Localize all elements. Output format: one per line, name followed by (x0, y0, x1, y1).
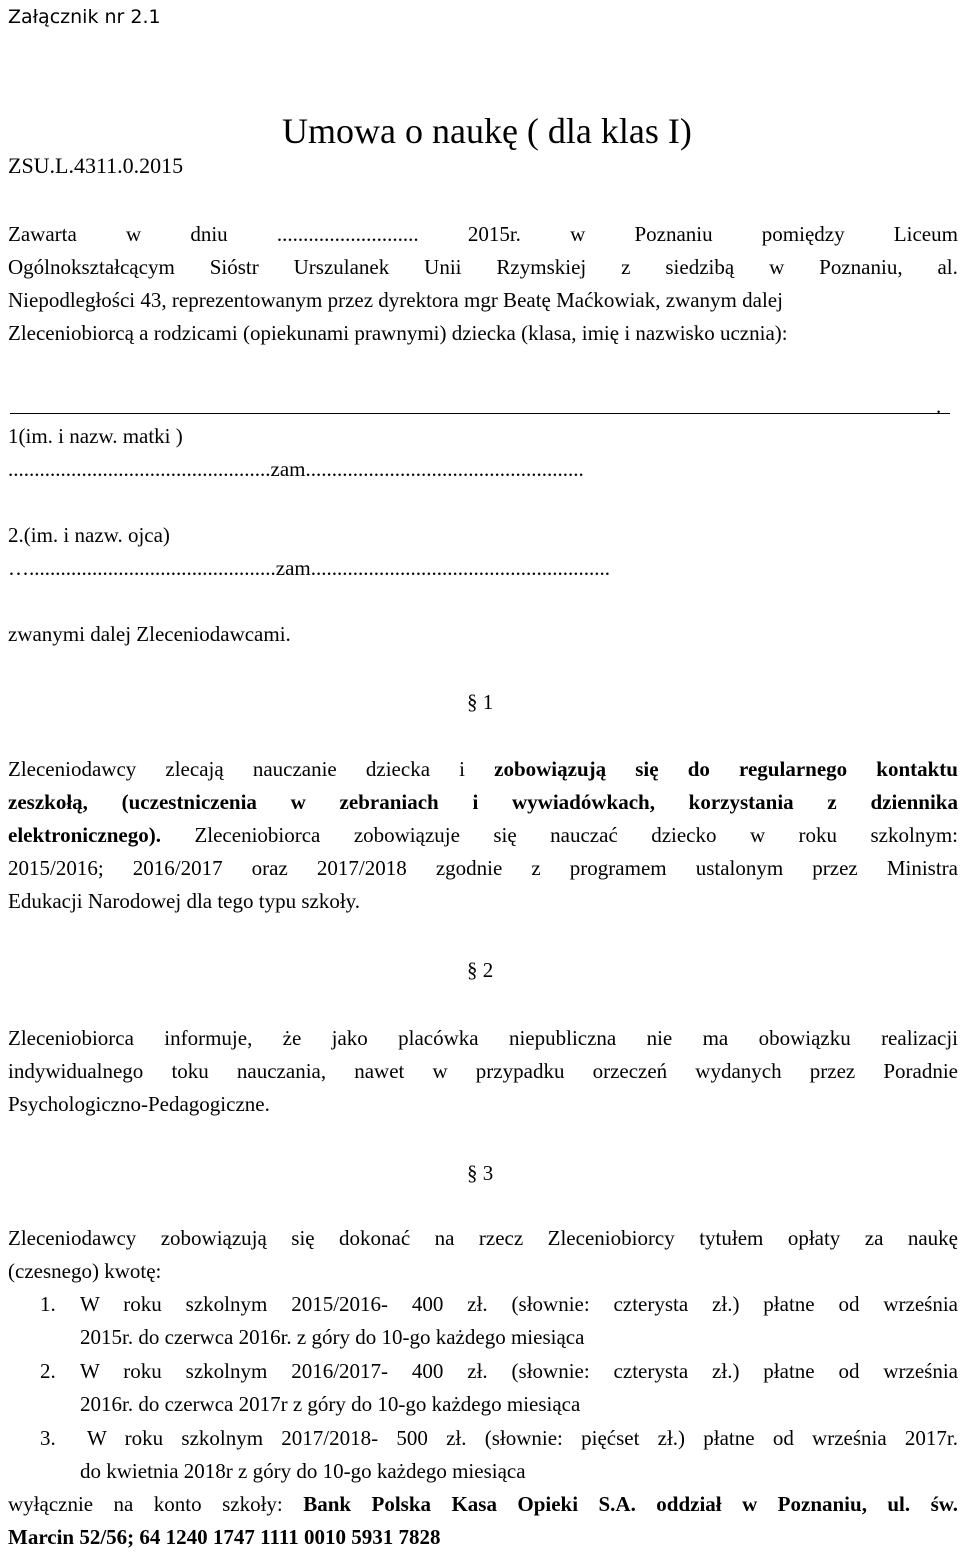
intro-word: Zawarta (8, 222, 77, 246)
section-1-heading: § 1 (467, 690, 494, 714)
intro-word: z (621, 255, 631, 279)
intro-line-3: Niepodległości 43, reprezentowanym przez dyrektora mgr Beatę Maćkowiak, zwanym dalej (8, 288, 783, 312)
date-blank: ........................... (276, 222, 419, 246)
intro-word: Urszulanek (293, 255, 390, 279)
section-1-text: Zleceniodawcy zlecają nauczanie dziecka i (8, 757, 495, 781)
intro-word: w (125, 222, 142, 246)
section-1-line-4: 2015/2016; 2016/2017 oraz 2017/2018 zgodnie z programem ustalonym przez Ministra (8, 856, 958, 880)
section-1-line-5: Edukacji Narodowej dla tego typu szkoły. (8, 889, 361, 913)
intro-word: w (769, 255, 785, 279)
intro-word: pomiędzy (761, 222, 845, 246)
bank-line-1 (8, 1488, 958, 1521)
section-2-heading: § 2 (467, 958, 494, 982)
intro-word: w (570, 222, 586, 246)
bank-text: wyłącznie na konto szkoły: (8, 1492, 304, 1516)
intro-word: Poznaniu (634, 222, 713, 246)
payment-item-number: 2. (40, 1359, 56, 1383)
section-1-bold-text: elektronicznego). (8, 823, 161, 847)
intro-line-4: Zleceniobiorcą a rodzicami (opiekunami prawnymi) dziecka (klasa, imię i nazwisko ucznia): (8, 321, 788, 345)
payment-item-line-1: W roku szkolnym 2017/2018- 500 zł. (słownie: pięćset zł.) płatne od września 2017r. (87, 1426, 958, 1450)
section-3-line-2: (czesnego) kwotę: (8, 1259, 162, 1283)
section-1-text: Zleceniobiorca zobowiązuje się nauczać dziecko w roku szkolnym: (161, 823, 958, 847)
father-label: 2.(im. i nazw. ojca) (8, 523, 170, 547)
section-2-line-3: Psychologiczno-Pedagogiczne. (8, 1092, 270, 1116)
intro-word: Liceum (893, 222, 958, 246)
intro-word: al. (937, 255, 958, 279)
father-address-line: …...............................................zam......................................................... (8, 556, 610, 580)
intro-word: Poznaniu, (819, 255, 903, 279)
section-1-bold-text: zobowiązują się do regularnego kontaktu (494, 757, 958, 781)
payment-item-line-2: 2015r. do czerwca 2016r. z góry do 10-go każdego miesiąca (80, 1325, 585, 1349)
closing-line: zwanymi dalej Zleceniodawcami. (8, 622, 291, 646)
intro-word: 2015r. (467, 222, 521, 246)
mother-address-line: ..................................................zam..................................................... (8, 457, 584, 481)
section-2-line-2: indywidualnego toku nauczania, nawet w przypadku orzeczeń wydanych przez Poradnie (8, 1059, 958, 1083)
payment-item-number: 3. (40, 1426, 56, 1450)
section-3-line-1: Zleceniodawcy zobowiązują się dokonać na rzecz Zleceniobiorcy tytułem opłaty za naukę (8, 1226, 958, 1250)
intro-line-1 (8, 218, 958, 251)
reference-number: ZSU.L.4311.0.2015 (8, 153, 184, 178)
payment-item-line-2: 2016r. do czerwca 2017r z góry do 10-go każdego miesiąca (80, 1392, 581, 1416)
section-1-line-2: zeszkołą, (uczestniczenia w zebraniach i wywiadówkach, korzystania z dziennika (8, 790, 958, 814)
document-title: Umowa o naukę ( dla klas I) (282, 111, 692, 151)
section-2-line-1: Zleceniobiorca informuje, że jako placówka niepubliczna nie ma obowiązku realizacji (8, 1026, 958, 1050)
payment-item-line-1: W roku szkolnym 2015/2016- 400 zł. (słownie: czterysta zł.) płatne od września (80, 1292, 958, 1316)
mother-label: 1(im. i nazw. matki ) (8, 424, 183, 448)
payment-item-number: 1. (40, 1292, 56, 1316)
intro-word: Rzymskiej (496, 255, 587, 279)
intro-word: Ogólnokształcącym (8, 255, 175, 279)
intro-word: siedzibą (665, 255, 735, 279)
intro-word: Sióstr (209, 255, 259, 279)
payment-item-line-2: do kwietnia 2018r z góry do 10-go każdego miesiąca (80, 1459, 526, 1483)
intro-line-2 (8, 251, 958, 284)
attachment-label: Załącznik nr 2.1 (8, 6, 161, 28)
section-1-line-3 (8, 819, 958, 852)
student-name-blank-line (10, 413, 950, 414)
section-3-heading: § 3 (467, 1161, 494, 1185)
section-1-line-1 (8, 753, 958, 786)
bank-name: Bank Polska Kasa Opieki S.A. oddział w Poznaniu, ul. św. (303, 1492, 959, 1516)
intro-word: dniu (190, 222, 228, 246)
bank-account-line: Marcin 52/56; 64 1240 1747 1111 0010 5931 7828 (8, 1525, 441, 1549)
student-name-blank-end: . (936, 394, 942, 418)
payment-item-line-1: W roku szkolnym 2016/2017- 400 zł. (słownie: czterysta zł.) płatne od września (80, 1359, 958, 1383)
intro-word: Unii (424, 255, 462, 279)
